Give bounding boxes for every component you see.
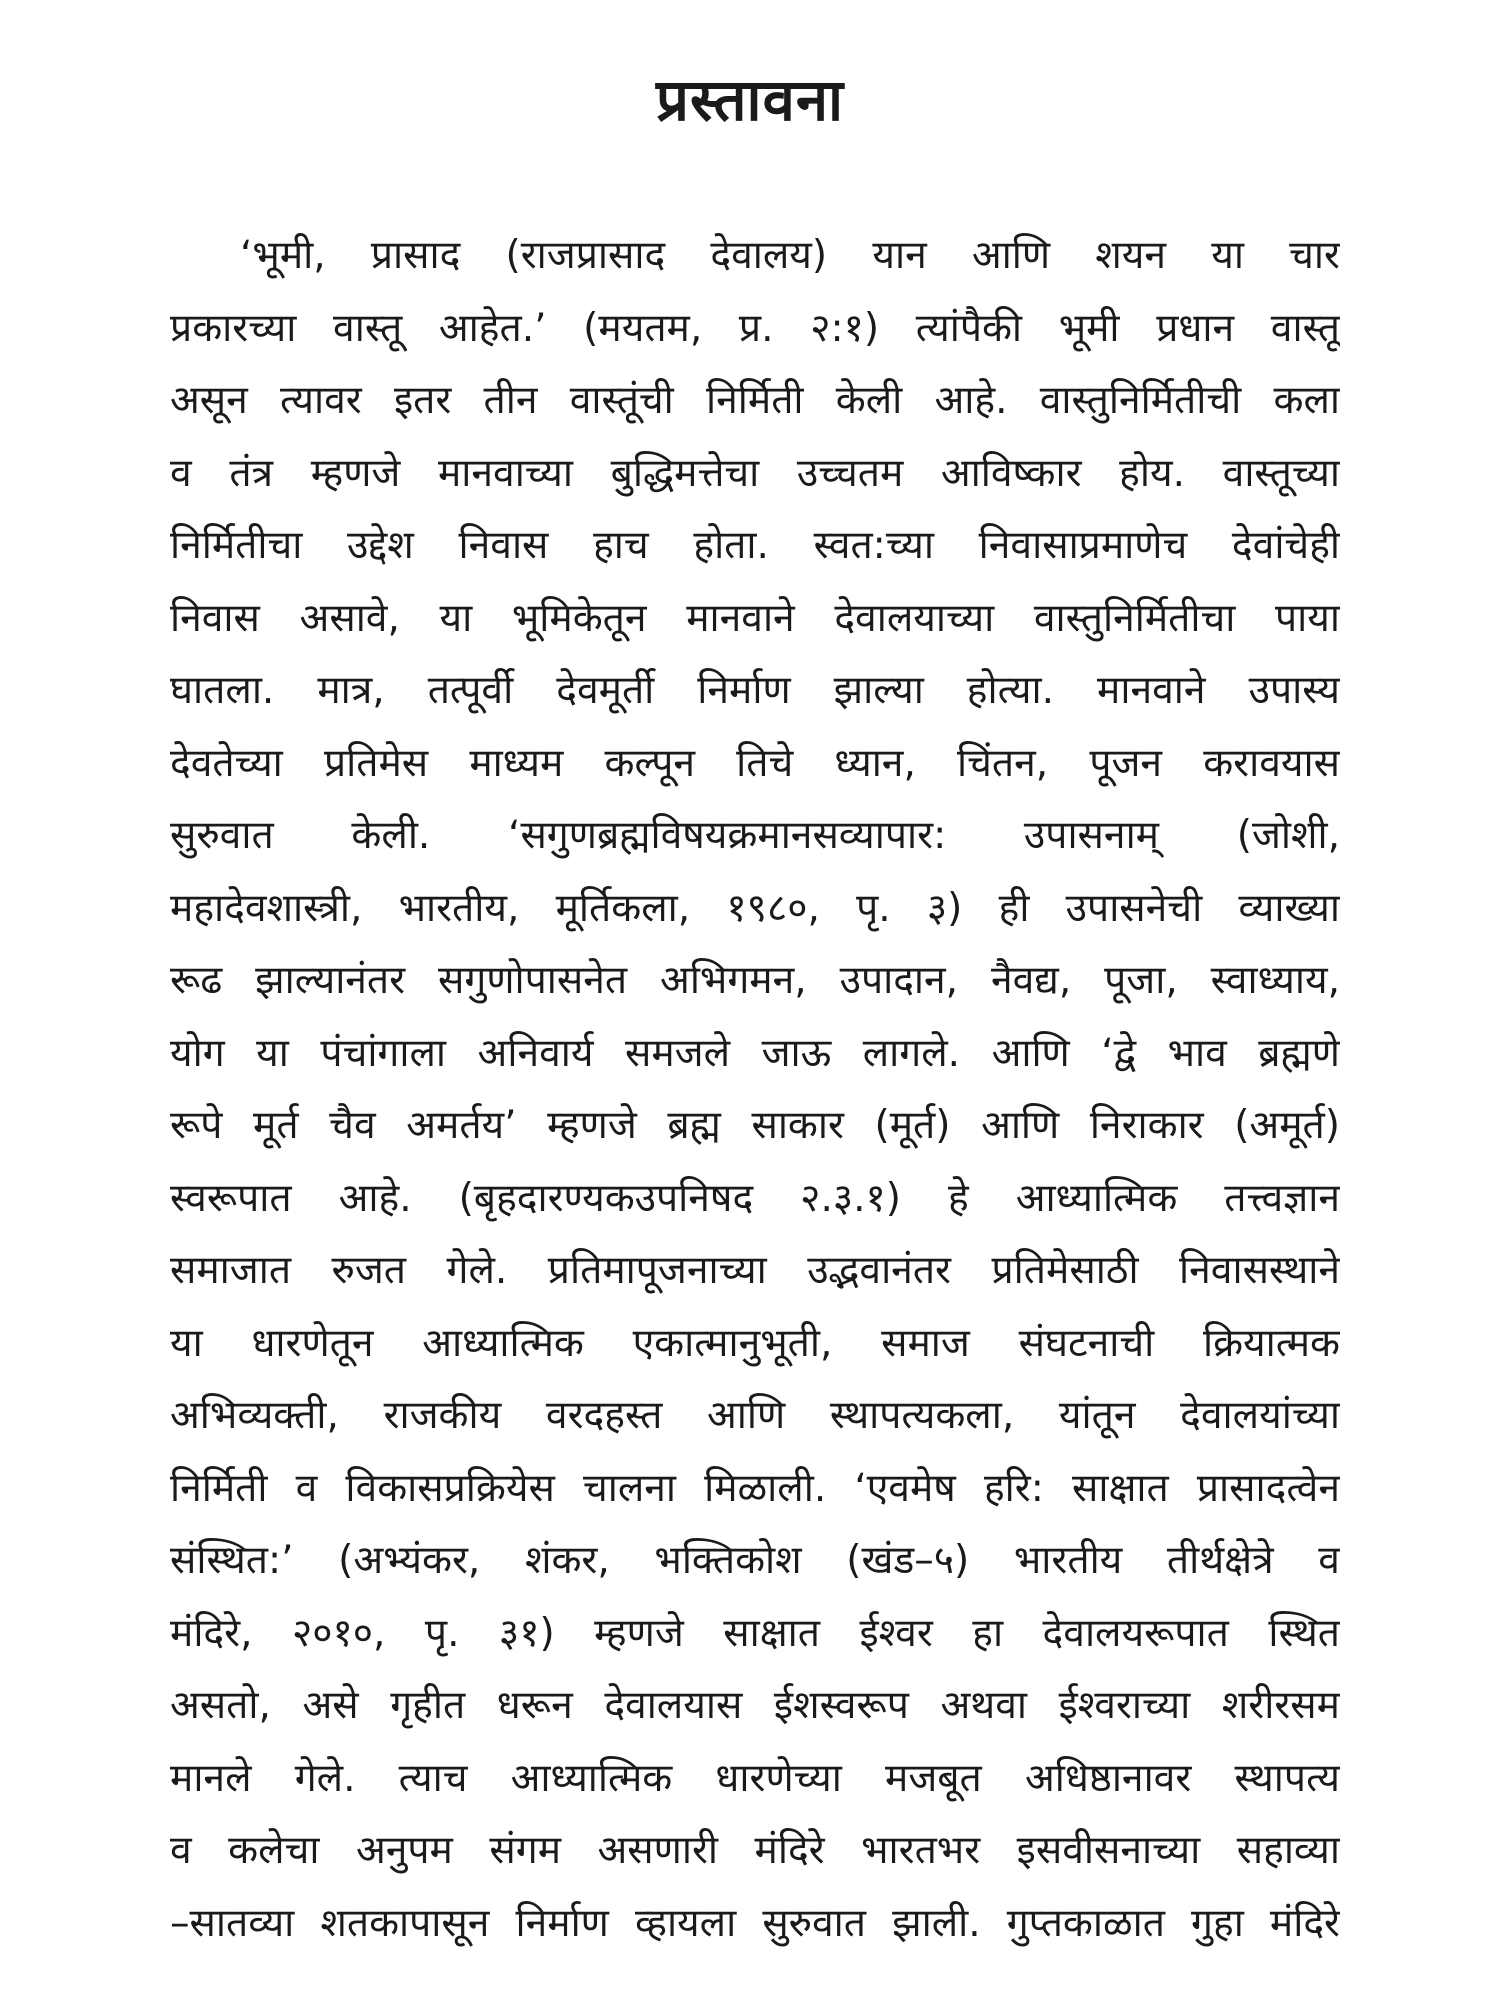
text-line: रूढ झाल्यानंतर सगुणोपासनेत अभिगमन, उपादान, नैवद्य, पूजा, स्वाध्याय, [170, 958, 1340, 1003]
text-line: स्वरूपात आहे. (बृहदारण्यकउपनिषद २.३.१) हे आध्यात्मिक तत्त्वज्ञान [170, 1175, 1340, 1221]
text-line: देवतेच्या प्रतिमेस माध्यम कल्पून तिचे ध्यान, चिंतन, पूजन करावयास [170, 740, 1340, 786]
text-line: व कलेचा अनुपम संगम असणारी मंदिरे भारतभर इसवीसनाच्या सहाव्या [170, 1828, 1340, 1873]
text-line: योग या पंचांगाला अनिवार्य समजले जाऊ लागले. आणि ‘द्वे भाव ब्रह्मणे [170, 1030, 1340, 1076]
text-line: मंदिरे, २०१०, पृ. ३१) म्हणजे साक्षात ईश्वर हा देवालयरूपात स्थित [170, 1610, 1340, 1656]
preface-paragraph [170, 220, 1340, 1960]
text-line: असतो, असे गृहीत धरून देवालयास ईशस्वरूप अथवा ईश्वराच्या शरीरसम [170, 1683, 1340, 1728]
text-line: घातला. मात्र, तत्पूर्वी देवमूर्ती निर्माण झाल्या होत्या. मानवाने उपास्य [170, 668, 1340, 713]
text-line: व तंत्र म्हणजे मानवाच्या बुद्धिमत्तेचा उच्चतम आविष्कार होय. वास्तूच्या [170, 450, 1340, 496]
text-line: समाजात रुजत गेले. प्रतिमापूजनाच्या उद्भवानंतर प्रतिमेसाठी निवासस्थाने [170, 1248, 1340, 1293]
text-line: सुरुवात केली. ‘सगुणब्रह्मविषयक्रमानसव्यापार: उपासनाम् (जोशी, [170, 813, 1340, 858]
text-line: असून त्यावर इतर तीन वास्तूंची निर्मिती केली आहे. वास्तुनिर्मितीची कला [170, 378, 1340, 423]
text-line: –सातव्या शतकापासून निर्माण व्हायला सुरुवात झाली. गुप्तकाळात गुहा मंदिरे [170, 1900, 1340, 1946]
text-line: संस्थित:’ (अभ्यंकर, शंकर, भक्तिकोश (खंड–५) भारतीय तीर्थक्षेत्रे व [170, 1538, 1340, 1583]
text-line: रूपे मूर्त चैव अमर्तय’ म्हणजे ब्रह्म साकार (मूर्त) आणि निराकार (अमूर्त) [170, 1103, 1340, 1148]
text-line: महादेवशास्त्री, भारतीय, मूर्तिकला, १९८०, पृ. ३) ही उपासनेची व्याख्या [170, 885, 1340, 931]
text-line: मानले गेले. त्याच आध्यात्मिक धारणेच्या मजबूत अधिष्ठानावर स्थापत्य [170, 1755, 1340, 1801]
page-title: प्रस्तावना [655, 66, 845, 134]
text-line: अभिव्यक्ती, राजकीय वरदहस्त आणि स्थापत्यकला, यांतून देवालयांच्या [170, 1393, 1340, 1438]
text-line: निर्मितीचा उद्देश निवास हाच होता. स्वत:च्या निवासाप्रमाणेच देवांचेही [170, 523, 1340, 568]
text-line: निर्मिती व विकासप्रक्रियेस चालना मिळाली. ‘एवमेष हरि: साक्षात प्रासादत्वेन [170, 1465, 1340, 1511]
text-line: प्रकारच्या वास्तू आहेत.’ (मयतम, प्र. २:१) त्यांपैकी भूमी प्रधान वास्तू [170, 305, 1340, 351]
text-line: या धारणेतून आध्यात्मिक एकात्मानुभूती, समाज संघटनाची क्रियात्मक [170, 1320, 1340, 1366]
text-line: निवास असावे, या भूमिकेतून मानवाने देवालयाच्या वास्तुनिर्मितीचा पाया [170, 595, 1340, 641]
text-line: ‘भूमी, प्रासाद (राजप्रासाद देवालय) यान आणि शयन या चार [240, 233, 1340, 278]
